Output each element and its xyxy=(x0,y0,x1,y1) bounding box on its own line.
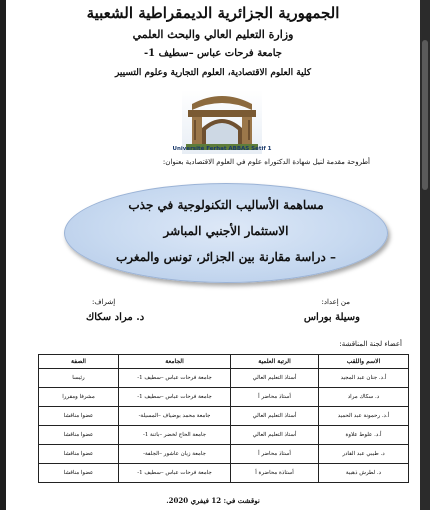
member-university: جامعة فرحات عباس –سطيف 1- xyxy=(119,464,231,483)
header-role: الصفة xyxy=(39,355,119,369)
member-role: عضوا مناقشا xyxy=(39,445,119,464)
member-role: عضوا مناقشا xyxy=(39,426,119,445)
member-name: أ.د. جنان عبد المجيد xyxy=(319,369,409,388)
member-rank: أستاذ محاضر أ xyxy=(231,445,319,464)
table-row xyxy=(39,426,409,445)
member-rank: أستاذ محاضر أ xyxy=(231,388,319,407)
member-university: جامعة محمد بوضياف –المسيلة- xyxy=(119,407,231,426)
scrollbar-thumb[interactable] xyxy=(422,40,428,190)
member-rank: أستاذ التعليم العالي xyxy=(231,407,319,426)
committee-header-row xyxy=(39,355,409,369)
member-name: د. سكاك مراد xyxy=(319,388,409,407)
table-row xyxy=(39,369,409,388)
title-line-1: مساهمة الأساليب التكنولوجية في جذب xyxy=(128,198,324,212)
member-university: جامعة زيان عاشور –الجلفة- xyxy=(119,445,231,464)
member-rank: أستاذة محاضرة أ xyxy=(231,464,319,483)
logo-caption: Université Ferhat ABBAS Sétif 1 xyxy=(172,146,272,152)
committee-table xyxy=(38,354,409,483)
thesis-intro: أطروحة مقدمة لنيل شهادة الدكتوراه علوم في العلوم الاقتصادية بعنوان: xyxy=(162,158,370,166)
faculty-heading: كلية العلوم الاقتصادية، العلوم التجارية وعلوم التسيير xyxy=(114,68,312,78)
member-name: أ.د. رحمونة عبد الحميد xyxy=(319,407,409,426)
arch-ruins-logo-icon xyxy=(182,90,262,154)
member-name: د. لطرش ذهبية xyxy=(319,464,409,483)
supervisor-name: د. مراد سكاك xyxy=(86,312,145,323)
student-name: وسيلة بوراس xyxy=(303,312,360,323)
table-row xyxy=(39,388,409,407)
header-rank: الرتبة العلمية xyxy=(231,355,319,369)
member-rank: أستاذ التعليم العالي xyxy=(231,426,319,445)
member-university: جامعة فرحات عباس –سطيف 1- xyxy=(119,388,231,407)
table-row xyxy=(39,407,409,426)
member-university: جامعة الحاج لخضر –باتنة 1- xyxy=(119,426,231,445)
document-page xyxy=(6,0,420,510)
member-name: أ.د. علوط علاوة xyxy=(319,426,409,445)
member-role: عضوا مناقشا xyxy=(39,464,119,483)
title-line-3: – دراسة مقارنة بين الجزائر، تونس والمغرب xyxy=(116,250,336,264)
title-ellipse xyxy=(64,183,388,283)
ministry-heading: وزارة التعليم العالي والبحث العلمي xyxy=(132,28,294,41)
defense-date: نوقشت في: 12 فيفري 2020. xyxy=(166,496,260,505)
supervised-by-label: إشراف: xyxy=(92,298,116,306)
member-role: عضوا مناقشا xyxy=(39,407,119,426)
member-name: د. طيبي عبد القادر xyxy=(319,445,409,464)
table-row xyxy=(39,445,409,464)
header-university: الجامعة xyxy=(119,355,231,369)
committee-title: أعضاء لجنة المناقشة: xyxy=(339,340,402,348)
prepared-by-label: من إعداد: xyxy=(321,298,350,306)
university-heading: جامعة فرحات عباس –سطيف 1- xyxy=(144,48,282,59)
member-role: رئيسا xyxy=(39,369,119,388)
member-university: جامعة فرحات عباس –سطيف 1- xyxy=(119,369,231,388)
header-name: الاسم واللقب xyxy=(319,355,409,369)
republic-heading: الجمهورية الجزائرية الديمقراطية الشعبية xyxy=(86,4,340,22)
vertical-scrollbar[interactable] xyxy=(420,0,430,510)
member-rank: أستاذ التعليم العالي xyxy=(231,369,319,388)
table-row xyxy=(39,464,409,483)
member-role: مشرفا ومقررا xyxy=(39,388,119,407)
title-line-2: الاستثمار الأجنبي المباشر xyxy=(163,224,289,238)
